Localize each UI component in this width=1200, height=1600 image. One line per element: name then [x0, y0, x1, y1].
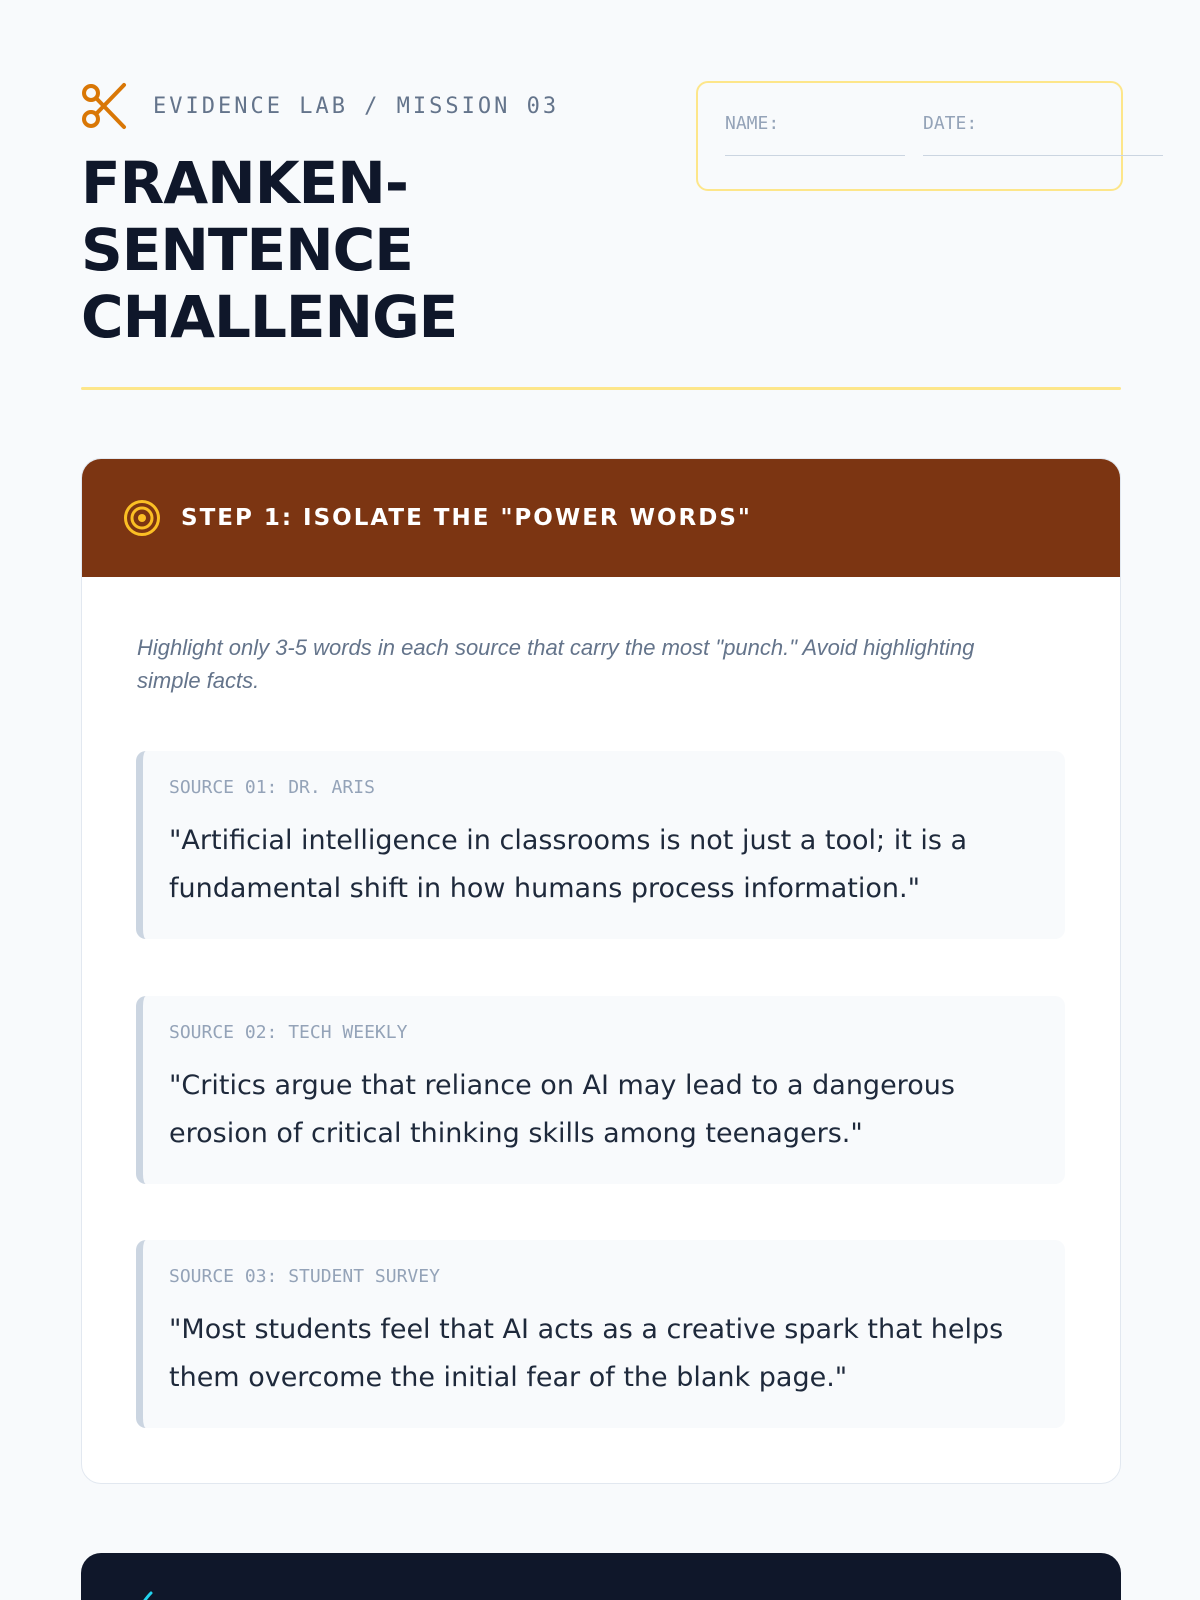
step-2-card: [81, 1553, 1121, 1600]
source-card: [136, 751, 1065, 939]
name-label: NAME:: [725, 113, 780, 134]
title-line: FRANKEN-: [81, 149, 408, 217]
source-label: SOURCE 03: STUDENT SURVEY: [169, 1266, 440, 1287]
step-1-instructions: Highlight only 3-5 words in each source that carry the most "punch." Avoid highlighting simple facts.: [137, 635, 975, 693]
source-label: SOURCE 02: TECH WEEKLY: [169, 1022, 408, 1043]
eyebrow: [81, 82, 559, 130]
page-title: [81, 150, 457, 351]
step-1-header: [82, 459, 1120, 577]
step-1-card: [81, 458, 1121, 1484]
title-line: SENTENCE: [81, 216, 413, 284]
title-line: CHALLENGE: [81, 283, 458, 351]
eyebrow-text: EVIDENCE LAB / MISSION 03: [153, 93, 560, 119]
source-quote[interactable]: "Most students feel that AI acts as a creative spark that helps them overcome the initial fear of the blank page.": [169, 1314, 1004, 1393]
source-quote[interactable]: "Artificial intelligence in classrooms is not just a tool; it is a fundamental shift in how humans process information.": [169, 825, 968, 904]
date-field[interactable]: [923, 155, 1163, 156]
step-1-title: STEP 1: ISOLATE THE "POWER WORDS": [181, 505, 752, 531]
source-quote[interactable]: "Critics argue that reliance on AI may lead to a dangerous erosion of critical thinking skills among teenagers.": [169, 1070, 955, 1149]
name-field[interactable]: [725, 155, 905, 156]
name-date-box: [696, 81, 1123, 191]
source-card: [136, 1240, 1065, 1428]
scissors-icon: [81, 82, 127, 130]
source-label: SOURCE 01: DR. ARIS: [169, 777, 375, 798]
pencil-icon: [129, 1587, 159, 1600]
worksheet-header: [81, 82, 1121, 392]
date-label: DATE:: [923, 113, 978, 134]
target-icon: [123, 499, 161, 537]
source-card: [136, 996, 1065, 1184]
header-divider: [81, 387, 1121, 390]
